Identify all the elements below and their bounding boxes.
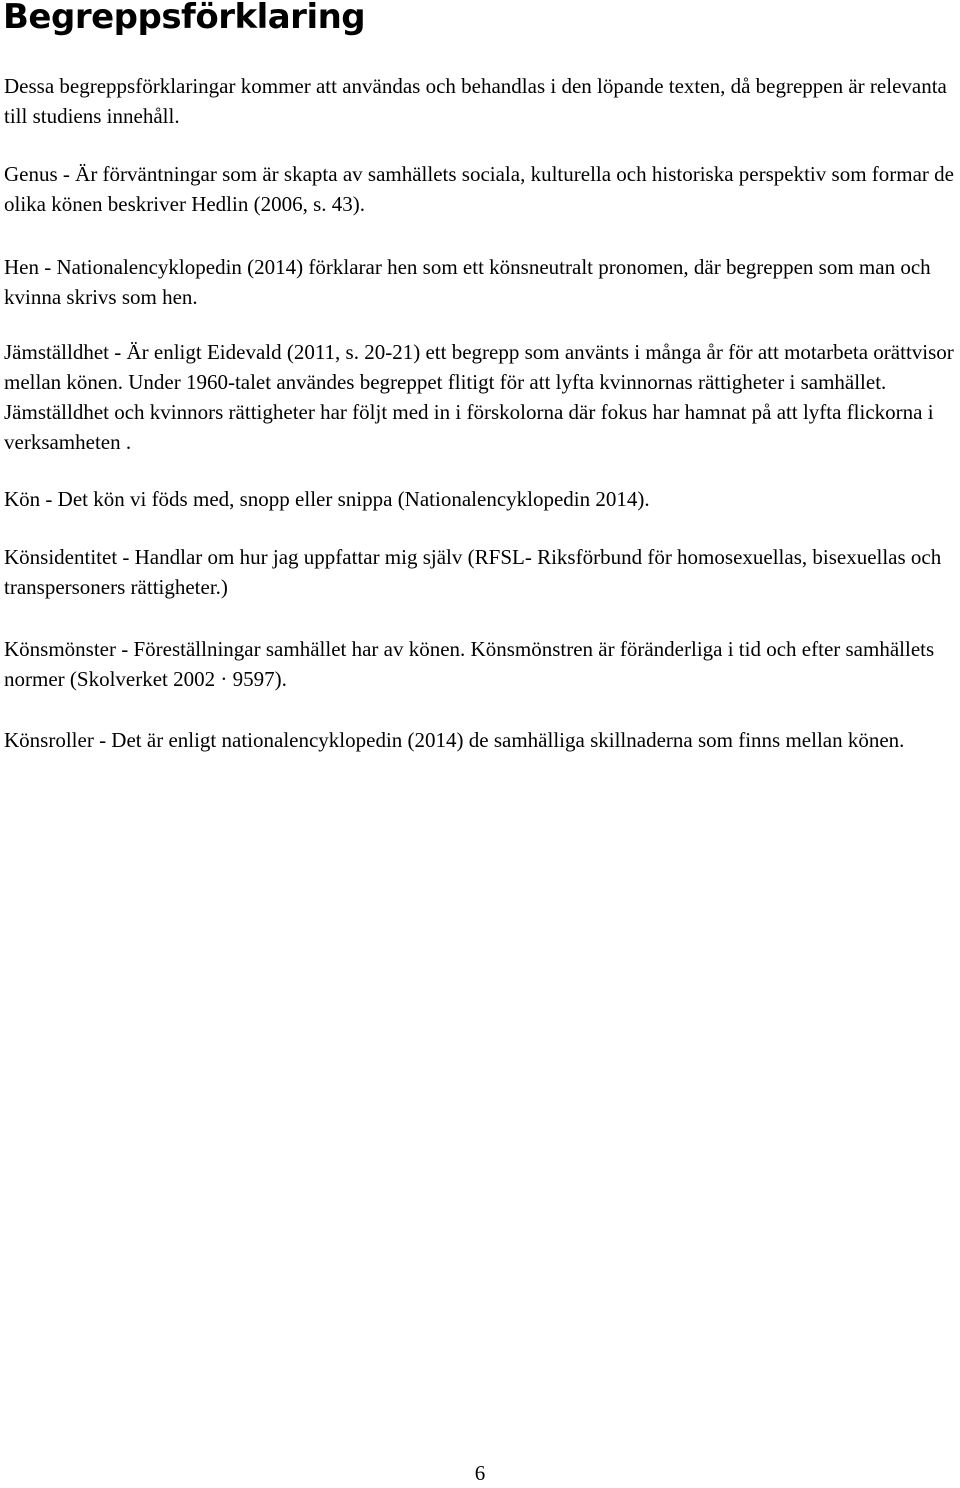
page-heading: Begreppsförklaring: [3, 0, 366, 37]
page-number: 6: [474, 1461, 486, 1485]
paragraph-konsmonster: Könsmönster - Föreställningar samhället har av könen. Könsmönstren är föränderliga i tid och efter samhällets normer (Skolverket 2002 · 9597).: [4, 637, 935, 691]
paragraph-genus: Genus - Är förväntningar som är skapta av samhällets sociala, kulturella och historiska perspektiv som formar de olika könen beskriver Hedlin (2006, s. 43).: [4, 162, 954, 216]
paragraph-intro: Dessa begreppsförklaringar kommer att användas och behandlas i den löpande texten, då begreppen är relevanta till studiens innehåll.: [4, 74, 947, 128]
paragraph-kon: Kön - Det kön vi föds med, snopp eller snippa (Nationalencyklopedin 2014).: [4, 487, 650, 511]
paragraph-hen: Hen - Nationalencyklopedin (2014) förklarar hen som ett könsneutralt pronomen, där begreppen som man och kvinna skrivs som hen.: [4, 255, 931, 309]
paragraph-konsroller: Könsroller - Det är enligt nationalencyklopedin (2014) de samhälliga skillnaderna som finns mellan könen.: [4, 728, 905, 752]
paragraph-konsidentitet: Könsidentitet - Handlar om hur jag uppfattar mig själv (RFSL- Riksförbund för homosexuellas, bisexuellas och transpersoners rättigheter.): [4, 545, 942, 599]
paragraph-jamstalldhet: Jämställdhet - Är enligt Eidevald (2011, s. 20-21) ett begrepp som använts i många år för att motarbeta orättvisor mellan könen. Under 1960-talet användes begreppet flitigt för att lyfta kvinnornas rättigheter i samhället. Jämställdhet och kvinnors rättigheter har följt med in i förskolorna där fokus har hamnat på att lyfta flickorna i verksamheten .: [4, 340, 954, 454]
